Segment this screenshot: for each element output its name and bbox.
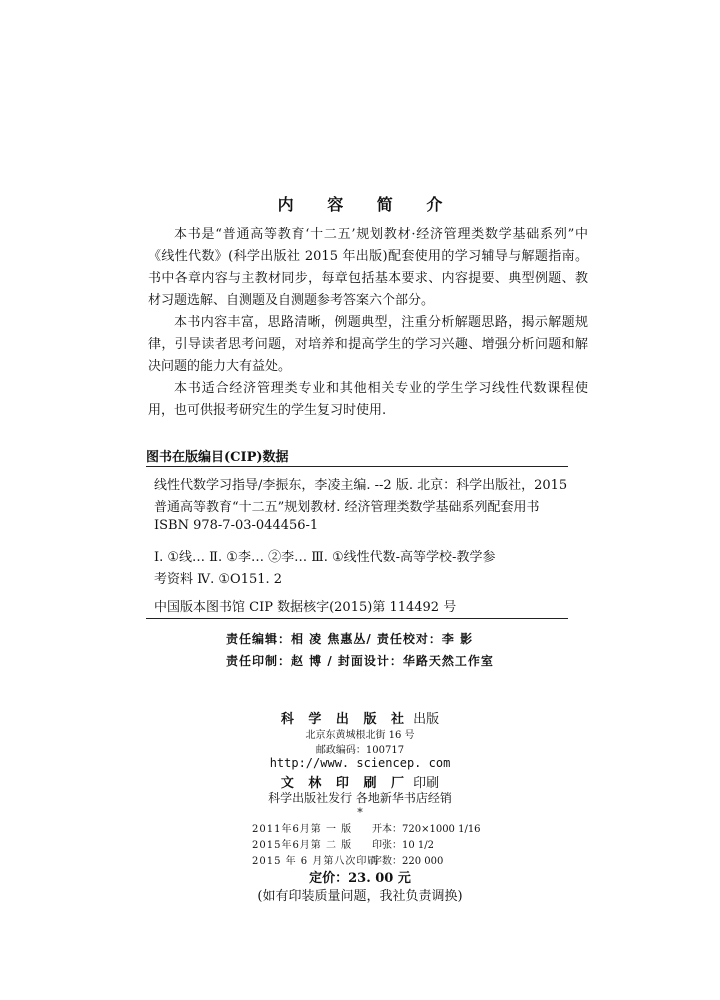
intro-text-3: 本书适合经济管理类专业和其他相关专业的学生学习线性代数课程使用，也可供报考研究生的学生复习时使用. <box>148 381 588 418</box>
cip-bottom-rule <box>146 618 568 619</box>
quality-notice: (如有印装质量问题，我社负责调换) <box>257 889 463 904</box>
cip-isbn: ISBN 978-7-03-044456-1 <box>154 518 319 533</box>
edition-date-1: 2011年6月第 一 版 <box>252 824 353 835</box>
staff-line-1: 责任编辑：相 凌 焦惠丛/ 责任校对：李 影 <box>226 632 474 646</box>
cip-top-rule <box>146 466 568 467</box>
publisher-url: http://www. sciencep. com <box>269 756 451 770</box>
staff-line-2: 责任印制：赵 博 / 封面设计：华路天然工作室 <box>226 654 494 668</box>
separator-star: * <box>357 806 363 819</box>
cip-heading: 图书在版编目(CIP)数据 <box>146 450 289 465</box>
edition-date-2: 2015年6月第 二 版 <box>252 840 353 851</box>
publisher-name: 科 学 出 版 社 <box>280 712 409 727</box>
cip-line-5: 考资料 Ⅳ. ①O151. 2 <box>154 572 283 587</box>
cip-record-number: 中国版本图书馆 CIP 数据核字(2015)第 114492 号 <box>154 600 457 615</box>
publisher-suffix: 出版 <box>408 712 440 727</box>
intro-paragraph-2 <box>148 312 588 378</box>
intro-paragraph-1 <box>148 224 588 312</box>
intro-text-1: 本书是“普通高等教育‘十二五’规划教材·经济管理类数学基础系列”中《线性代数》(科学出版社 2015 年出版)配套使用的学习辅导与解题指南。书中各章内容与主教材同步，每章包括基本要求、内容提要、典型例题、教材习题选解、自测题及自测题参考答案六个部分。 <box>148 227 588 308</box>
edition-row-2 <box>252 836 434 851</box>
cip-line-4: Ⅰ. ①线… Ⅱ. ①李… ②李… Ⅲ. ①线性代数-高等学校-教学参 <box>154 550 496 565</box>
printer-suffix: 印刷 <box>408 776 440 791</box>
printer-name: 文 林 印 刷 厂 <box>280 776 409 791</box>
intro-text-2: 本书内容丰富，思路清晰，例题典型，注重分析解题思路，揭示解题规律，引导读者思考问题，对培养和提高学生的学习兴趣、增强分析问题和解决问题的能力大有益处。 <box>148 315 588 374</box>
edition-date-3: 2015 年 6 月第八次印刷 <box>252 856 379 867</box>
publisher-zip: 邮政编码：100717 <box>315 745 405 756</box>
edition-row-3 <box>252 852 443 867</box>
cip-line-1: 线性代数学习指导/李振东，李凌主编. --2 版. 北京：科学出版社，2015 <box>154 478 568 493</box>
edition-row-1 <box>252 820 481 835</box>
publisher-address: 北京东黄城根北街 16 号 <box>305 730 415 741</box>
distributor-line: 科学出版社发行 各地新华书店经销 <box>268 791 452 805</box>
publisher-line <box>0 708 720 727</box>
edition-spec-1: 开本：720×1000 1/16 <box>372 824 481 835</box>
page-title: 内 容 简 介 <box>277 195 457 214</box>
edition-spec-3: 字数：220 000 <box>372 856 444 867</box>
price: 定价：23. 00 元 <box>309 871 411 886</box>
intro-paragraph-3 <box>148 378 588 422</box>
edition-spec-2: 印张：10 1/2 <box>372 840 434 851</box>
cip-line-2: 普通高等教育“十二五”规划教材. 经济管理类数学基础系列配套用书 <box>154 500 540 515</box>
